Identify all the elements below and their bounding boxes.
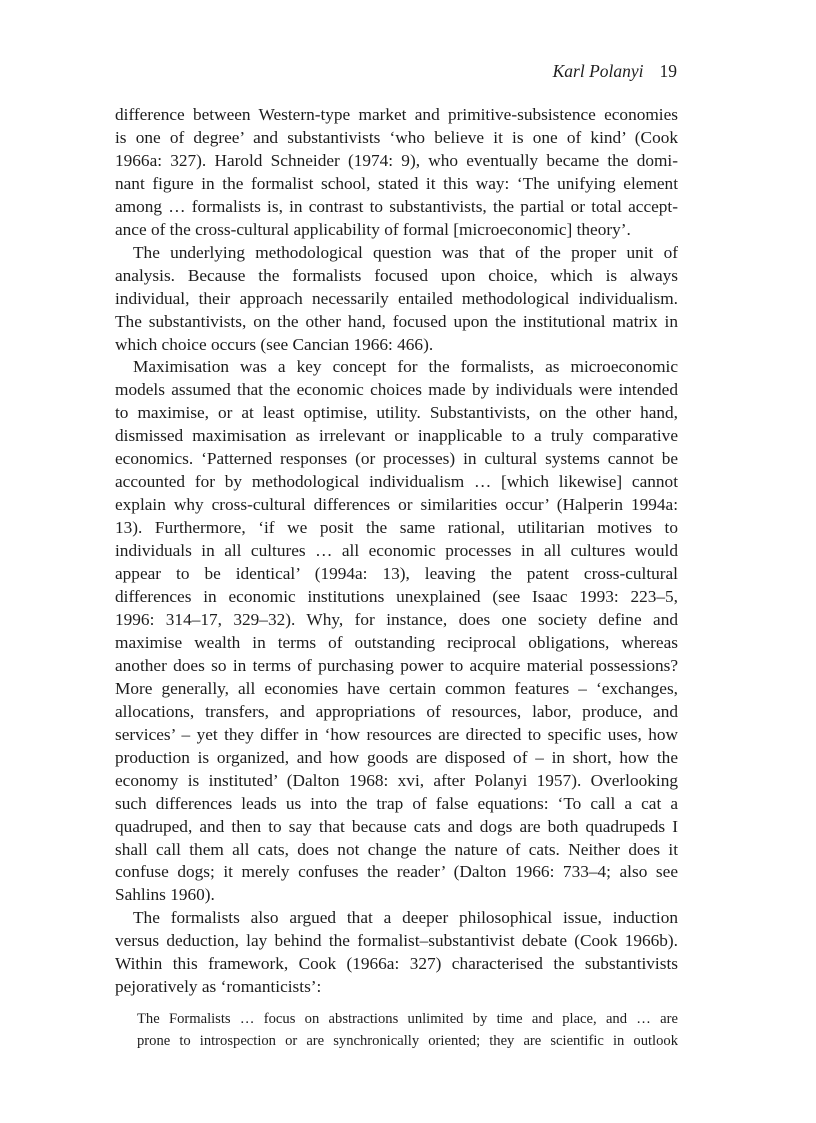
body-line: another does so in terms of purchasing power to acquire material possessions? xyxy=(115,655,678,675)
body-line: maximise wealth in terms of outstanding reciprocal obligations, whereas xyxy=(115,632,678,652)
running-head-title: Karl Polanyi xyxy=(552,61,644,81)
body-line: More generally, all economies have certain common features – ‘exchanges, xyxy=(115,678,678,698)
body-line: production is organized, and how goods are disposed of – in short, how the xyxy=(115,747,678,767)
body-line: economics. ‘Patterned responses (or processes) in cultural systems cannot be xyxy=(115,449,678,469)
body-line: is one of degree’ and substantivists ‘who believe it is one of kind’ (Cook xyxy=(115,127,678,147)
body-text xyxy=(115,104,678,999)
body-line: The substantivists, on the other hand, focused upon the institutional matrix in xyxy=(115,311,678,331)
running-head xyxy=(553,59,677,83)
body-line: such differences leads us into the trap of false equations: ‘To call a cat a xyxy=(115,793,678,813)
body-line: individuals in all cultures … all economic processes in all cultures would xyxy=(115,541,678,561)
body-line: models assumed that the economic choices made by individuals were intended xyxy=(115,380,678,400)
body-line: The underlying methodological question was that of the proper unit of xyxy=(133,242,678,262)
body-line: appear to be identical’ (1994a: 13), leaving the patent cross-cultural xyxy=(115,564,678,584)
body-line: accounted for by methodological individualism … [which likewise] cannot xyxy=(115,472,678,492)
body-line: difference between Western-type market and primitive-subsistence economies xyxy=(115,105,678,124)
body-line: shall call them all cats, does not change the nature of cats. Neither does it xyxy=(115,839,678,859)
body-line: services’ – yet they differ in ‘how resources are directed to specific uses, how xyxy=(115,724,678,744)
body-line: 13). Furthermore, ‘if we posit the same rational, utilitarian motives to xyxy=(115,518,678,538)
body-line: nant figure in the formalist school, stated it this way: ‘The unifying element xyxy=(115,173,678,193)
block-quote-line: prone to introspection or are synchronically oriented; they are scientific in outlook xyxy=(137,1032,678,1049)
body-line: confuse dogs; it merely confuses the reader’ (Dalton 1966: 733–4; also see xyxy=(115,862,678,882)
block-quote-line: The Formalists … focus on abstractions unlimited by time and place, and … are xyxy=(137,1011,678,1027)
body-line: Within this framework, Cook (1966a: 327) characterised the substantivists xyxy=(115,954,678,974)
body-line: 1966a: 327). Harold Schneider (1974: 9), who eventually became the domi- xyxy=(115,150,678,170)
body-line: allocations, transfers, and appropriations of resources, labor, produce, and xyxy=(115,701,678,721)
body-line: differences in economic institutions unexplained (see Isaac 1993: 223–5, xyxy=(115,587,678,607)
body-line: 1996: 314–17, 329–32). Why, for instance, does one society define and xyxy=(115,609,678,629)
body-line: ance of the cross-cultural applicability of formal [microeconomic] theory’. xyxy=(115,219,631,239)
body-line: versus deduction, lay behind the formalist–substantivist debate (Cook 1966b). xyxy=(115,931,678,951)
block-quote xyxy=(137,1009,678,1052)
page-number: 19 xyxy=(659,61,677,81)
body-line: quadruped, and then to say that because cats and dogs are both quadrupeds I xyxy=(115,816,678,836)
body-line: individual, their approach necessarily entailed methodological individualism. xyxy=(115,288,678,308)
body-line: among … formalists is, in contrast to substantivists, the partial or total accept- xyxy=(115,196,678,216)
body-line: which choice occurs (see Cancian 1966: 466). xyxy=(115,334,434,354)
body-line: dismissed maximisation as irrelevant or inapplicable to a truly comparative xyxy=(115,426,678,446)
body-line: pejoratively as ‘romanticists’: xyxy=(115,977,322,997)
body-line: analysis. Because the formalists focused upon choice, which is always xyxy=(115,265,678,285)
body-line: to maximise, or at least optimise, utility. Substantivists, on the other hand, xyxy=(115,403,678,423)
body-line: The formalists also argued that a deeper philosophical issue, induction xyxy=(133,908,678,928)
body-line: economy is instituted’ (Dalton 1968: xvi, after Polanyi 1957). Overlooking xyxy=(115,770,678,790)
body-line: Maximisation was a key concept for the formalists, as microeconomic xyxy=(133,357,678,377)
body-line: Sahlins 1960). xyxy=(115,885,215,905)
body-line: explain why cross-cultural differences or similarities occur’ (Halperin 1994a: xyxy=(115,495,678,515)
